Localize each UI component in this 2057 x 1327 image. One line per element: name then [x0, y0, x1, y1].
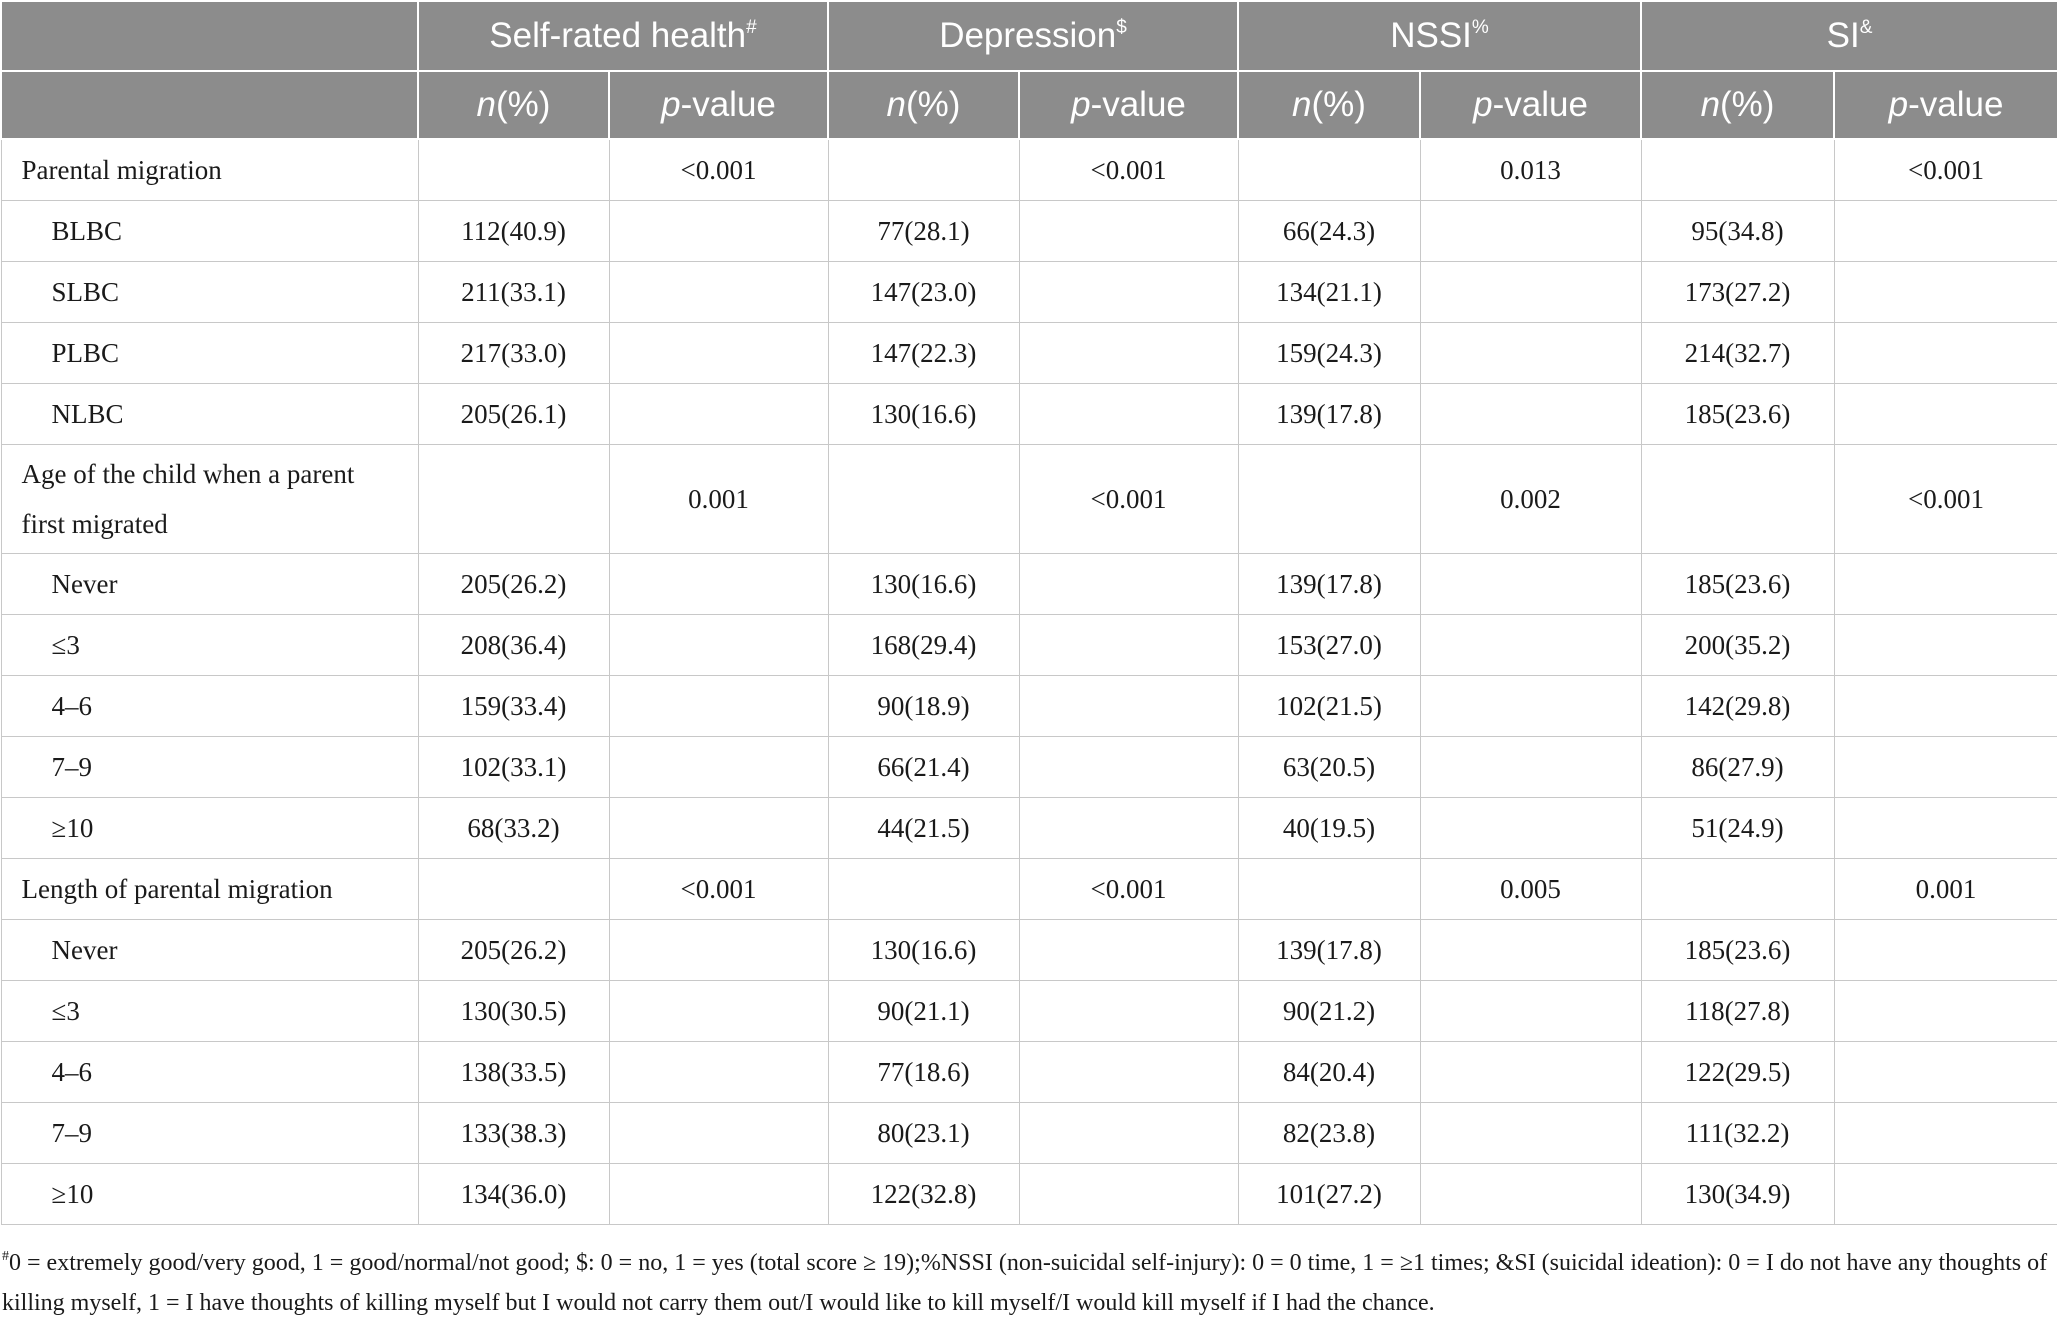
cell-p-value [609, 1103, 828, 1164]
cell-p-value: <0.001 [1019, 859, 1238, 920]
cell-n-percent [828, 445, 1019, 554]
cell-n-percent: 139(17.8) [1238, 920, 1420, 981]
cell-n-percent: 84(20.4) [1238, 1042, 1420, 1103]
row-label: BLBC [1, 201, 418, 262]
cell-p-value [609, 676, 828, 737]
cell-p-value [1019, 323, 1238, 384]
cell-n-percent: 44(21.5) [828, 798, 1019, 859]
table-row [1, 445, 2057, 554]
row-label: ≤3 [1, 615, 418, 676]
row-label: Parental migration [1, 139, 418, 201]
header-corner-2 [1, 71, 418, 139]
cell-p-value [1834, 1103, 2057, 1164]
cell-n-percent: 77(18.6) [828, 1042, 1019, 1103]
cell-n-percent: 40(19.5) [1238, 798, 1420, 859]
cell-n-percent: 112(40.9) [418, 201, 609, 262]
cell-n-percent: 139(17.8) [1238, 554, 1420, 615]
cell-p-value [1019, 737, 1238, 798]
cell-n-percent: 133(38.3) [418, 1103, 609, 1164]
cell-n-percent: 214(32.7) [1641, 323, 1834, 384]
cell-p-value [1834, 1042, 2057, 1103]
cell-p-value [1834, 262, 2057, 323]
header-n-percent: n(%) [828, 71, 1019, 139]
cell-n-percent: 159(33.4) [418, 676, 609, 737]
cell-p-value [1420, 1103, 1641, 1164]
cell-p-value [609, 1042, 828, 1103]
cell-p-value [609, 737, 828, 798]
header-mark: & [1859, 17, 1873, 38]
cell-p-value [609, 384, 828, 445]
table-row [1, 798, 2057, 859]
cell-p-value [609, 920, 828, 981]
header-group-nssi: NSSI% [1238, 1, 1641, 71]
cell-p-value [1420, 737, 1641, 798]
cell-n-percent: 142(29.8) [1641, 676, 1834, 737]
cell-p-value [1420, 676, 1641, 737]
cell-n-percent: 86(27.9) [1641, 737, 1834, 798]
cell-n-percent [1238, 445, 1420, 554]
cell-n-percent: 90(18.9) [828, 676, 1019, 737]
cell-p-value [609, 798, 828, 859]
header-mark: # [746, 17, 757, 38]
table-row [1, 737, 2057, 798]
header-mark: % [1471, 17, 1489, 38]
header-group-depression: Depression$ [828, 1, 1238, 71]
cell-p-value [1019, 1164, 1238, 1225]
cell-p-value [609, 615, 828, 676]
cell-n-percent: 134(36.0) [418, 1164, 609, 1225]
table-row [1, 139, 2057, 201]
header-p-value: p-value [1420, 71, 1641, 139]
cell-n-percent: 205(26.2) [418, 920, 609, 981]
cell-n-percent [418, 859, 609, 920]
row-label-line: first migrated [21, 509, 168, 539]
header-group-si: SI& [1641, 1, 2057, 71]
cell-n-percent: 130(30.5) [418, 981, 609, 1042]
cell-n-percent: 66(24.3) [1238, 201, 1420, 262]
header-n-percent: n(%) [418, 71, 609, 139]
row-label: ≥10 [1, 798, 418, 859]
cell-n-percent: 147(22.3) [828, 323, 1019, 384]
cell-n-percent: 68(33.2) [418, 798, 609, 859]
cell-n-percent: 51(24.9) [1641, 798, 1834, 859]
cell-n-percent [1238, 859, 1420, 920]
cell-n-percent: 122(32.8) [828, 1164, 1019, 1225]
cell-n-percent [1641, 139, 1834, 201]
cell-p-value [609, 981, 828, 1042]
row-label: Length of parental migration [1, 859, 418, 920]
cell-p-value [1019, 1103, 1238, 1164]
cell-n-percent: 139(17.8) [1238, 384, 1420, 445]
cell-n-percent: 90(21.2) [1238, 981, 1420, 1042]
cell-n-percent [418, 445, 609, 554]
cell-n-percent: 147(23.0) [828, 262, 1019, 323]
cell-n-percent: 80(23.1) [828, 1103, 1019, 1164]
cell-p-value [1019, 798, 1238, 859]
cell-p-value: <0.001 [1834, 445, 2057, 554]
row-label [1, 445, 418, 554]
cell-n-percent: 102(33.1) [418, 737, 609, 798]
cell-p-value [1019, 615, 1238, 676]
table-body [1, 139, 2057, 1225]
cell-n-percent: 205(26.2) [418, 554, 609, 615]
cell-n-percent [418, 139, 609, 201]
cell-n-percent: 138(33.5) [418, 1042, 609, 1103]
cell-n-percent: 185(23.6) [1641, 384, 1834, 445]
cell-p-value [1834, 1164, 2057, 1225]
table-row [1, 859, 2057, 920]
cell-p-value [1019, 676, 1238, 737]
table-row [1, 1164, 2057, 1225]
cell-n-percent: 130(16.6) [828, 920, 1019, 981]
header-n-percent: n(%) [1238, 71, 1420, 139]
cell-n-percent: 118(27.8) [1641, 981, 1834, 1042]
cell-n-percent: 102(21.5) [1238, 676, 1420, 737]
cell-n-percent: 90(21.1) [828, 981, 1019, 1042]
row-label: ≤3 [1, 981, 418, 1042]
cell-n-percent: 122(29.5) [1641, 1042, 1834, 1103]
cell-n-percent: 208(36.4) [418, 615, 609, 676]
cell-p-value [609, 323, 828, 384]
row-label: Never [1, 554, 418, 615]
header-p-value: p-value [609, 71, 828, 139]
cell-p-value [1420, 262, 1641, 323]
cell-p-value [1834, 323, 2057, 384]
cell-n-percent: 159(24.3) [1238, 323, 1420, 384]
row-label: PLBC [1, 323, 418, 384]
cell-n-percent [828, 139, 1019, 201]
cell-p-value [1019, 384, 1238, 445]
cell-p-value [1019, 1042, 1238, 1103]
row-label-line: Age of the child when a parent [21, 459, 355, 489]
cell-n-percent: 211(33.1) [418, 262, 609, 323]
cell-n-percent: 77(28.1) [828, 201, 1019, 262]
cell-p-value [1834, 201, 2057, 262]
row-label: NLBC [1, 384, 418, 445]
cell-p-value [1420, 1042, 1641, 1103]
cell-p-value [1420, 384, 1641, 445]
row-label: 7–9 [1, 1103, 418, 1164]
footnote-text: 0 = extremely good/very good, 1 = good/normal/not good; $: 0 = no, 1 = yes (total score ≥ 19);%NSSI (non-suicidal self-injury): 0 = 0 time, 1 = ≥1 times; &SI (suicidal ideation): 0 = I do not have any thoughts of killing myself, 1 = I have thoughts of killing myself but I would not carry them out/I would like to kill myself/I would kill myself if I had the chance. [2, 1250, 2048, 1316]
table-row [1, 1103, 2057, 1164]
cell-p-value: 0.001 [609, 445, 828, 554]
table-row [1, 1042, 2057, 1103]
header-corner [1, 1, 418, 71]
row-label: SLBC [1, 262, 418, 323]
cell-p-value [1019, 554, 1238, 615]
cell-p-value: 0.002 [1420, 445, 1641, 554]
cell-n-percent [828, 859, 1019, 920]
cell-p-value: 0.013 [1420, 139, 1641, 201]
table-row [1, 201, 2057, 262]
cell-p-value: <0.001 [609, 859, 828, 920]
header-mark: $ [1116, 17, 1127, 38]
cell-p-value [1834, 554, 2057, 615]
header-row-groups [1, 1, 2057, 71]
cell-n-percent: 134(21.1) [1238, 262, 1420, 323]
cell-p-value [1834, 798, 2057, 859]
table-row [1, 262, 2057, 323]
cell-p-value [1834, 615, 2057, 676]
cell-n-percent: 111(32.2) [1641, 1103, 1834, 1164]
cell-p-value: 0.005 [1420, 859, 1641, 920]
cell-p-value [1834, 384, 2057, 445]
table-row [1, 384, 2057, 445]
header-p-value: p-value [1834, 71, 2057, 139]
row-label: 4–6 [1, 676, 418, 737]
cell-n-percent: 200(35.2) [1641, 615, 1834, 676]
row-label: Never [1, 920, 418, 981]
cell-n-percent: 173(27.2) [1641, 262, 1834, 323]
row-label: ≥10 [1, 1164, 418, 1225]
cell-p-value [1420, 323, 1641, 384]
footnote [0, 1225, 2054, 1323]
cell-p-value: 0.001 [1834, 859, 2057, 920]
cell-p-value [1420, 1164, 1641, 1225]
cell-n-percent [1641, 859, 1834, 920]
header-row-columns [1, 71, 2057, 139]
row-label: 4–6 [1, 1042, 418, 1103]
cell-n-percent: 130(34.9) [1641, 1164, 1834, 1225]
cell-p-value [1834, 676, 2057, 737]
cell-n-percent: 205(26.1) [418, 384, 609, 445]
cell-p-value [1420, 201, 1641, 262]
cell-p-value [609, 262, 828, 323]
cell-n-percent: 66(21.4) [828, 737, 1019, 798]
cell-p-value [1019, 201, 1238, 262]
cell-p-value [1834, 981, 2057, 1042]
cell-p-value [1019, 981, 1238, 1042]
header-n-percent: n(%) [1641, 71, 1834, 139]
header-p-value: p-value [1019, 71, 1238, 139]
cell-n-percent: 130(16.6) [828, 384, 1019, 445]
row-label: 7–9 [1, 737, 418, 798]
cell-p-value [1420, 981, 1641, 1042]
cell-p-value [1019, 262, 1238, 323]
cell-n-percent [1238, 139, 1420, 201]
cell-n-percent: 101(27.2) [1238, 1164, 1420, 1225]
cell-n-percent: 185(23.6) [1641, 920, 1834, 981]
cell-p-value [609, 1164, 828, 1225]
header-group-self-rated-health: Self-rated health# [418, 1, 828, 71]
cell-n-percent: 63(20.5) [1238, 737, 1420, 798]
cell-n-percent: 217(33.0) [418, 323, 609, 384]
table-row [1, 676, 2057, 737]
cell-p-value [609, 554, 828, 615]
cell-n-percent [1641, 445, 1834, 554]
cell-p-value [609, 201, 828, 262]
table-row [1, 554, 2057, 615]
cell-p-value: <0.001 [1019, 139, 1238, 201]
footnote-mark: # [2, 1249, 9, 1264]
cell-n-percent: 168(29.4) [828, 615, 1019, 676]
cell-p-value [1834, 920, 2057, 981]
table-row [1, 981, 2057, 1042]
table-row [1, 615, 2057, 676]
cell-n-percent: 95(34.8) [1641, 201, 1834, 262]
cell-p-value [1420, 554, 1641, 615]
cell-n-percent: 185(23.6) [1641, 554, 1834, 615]
cell-p-value [1420, 615, 1641, 676]
table-header [1, 1, 2057, 139]
cell-p-value: <0.001 [609, 139, 828, 201]
cell-p-value [1420, 920, 1641, 981]
cell-p-value [1834, 737, 2057, 798]
cell-p-value [1420, 798, 1641, 859]
cell-n-percent: 153(27.0) [1238, 615, 1420, 676]
cell-n-percent: 130(16.6) [828, 554, 1019, 615]
cell-p-value [1019, 920, 1238, 981]
table-row [1, 323, 2057, 384]
cell-p-value: <0.001 [1019, 445, 1238, 554]
cell-n-percent: 82(23.8) [1238, 1103, 1420, 1164]
cell-p-value: <0.001 [1834, 139, 2057, 201]
table-row [1, 920, 2057, 981]
